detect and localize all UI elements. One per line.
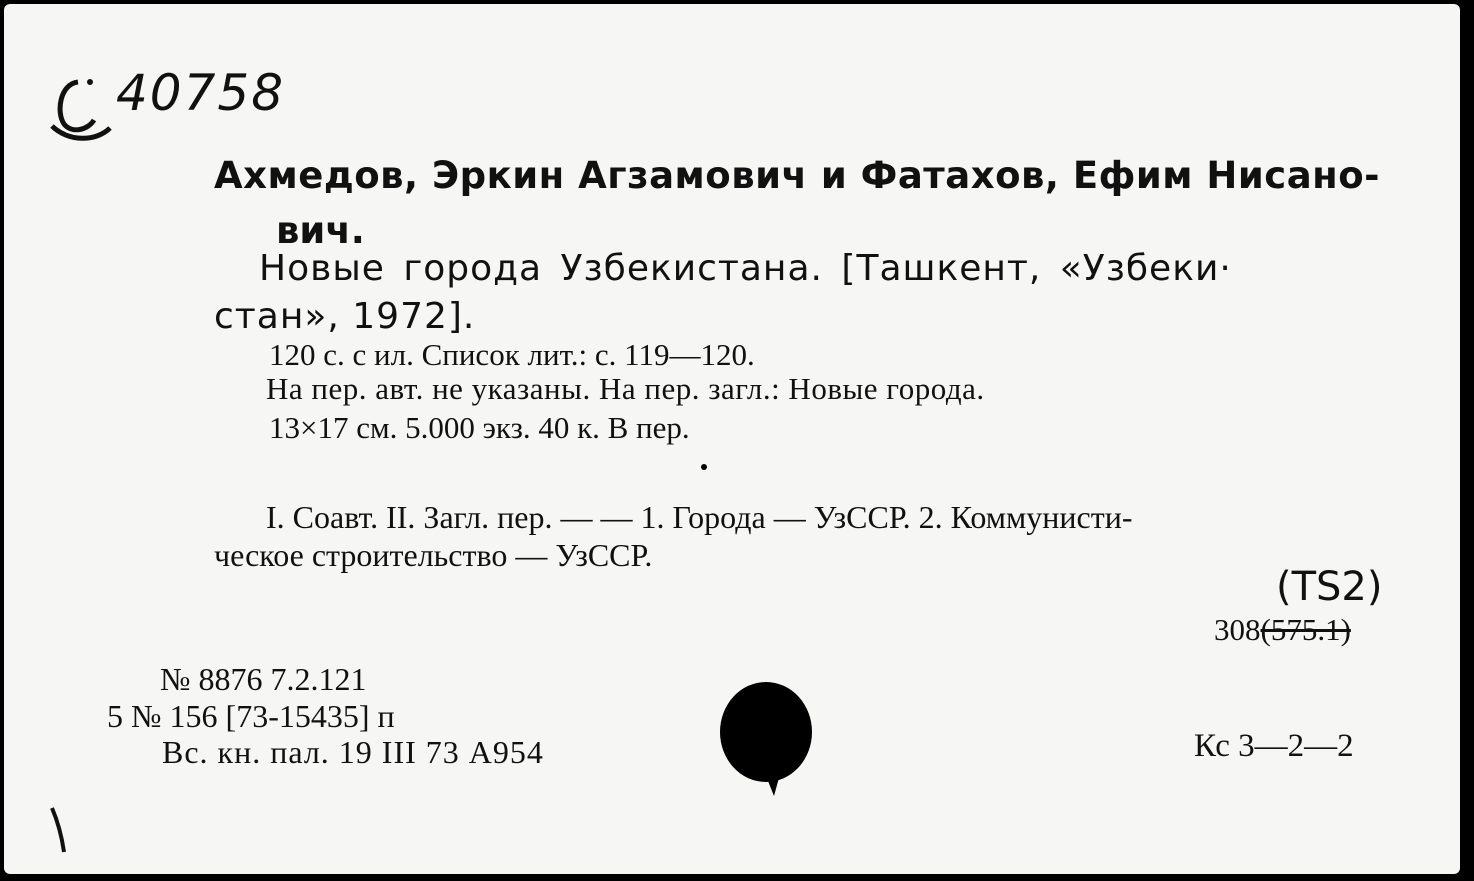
title-line-1: Новые города Узбекистана. [Ташкент, «Узбеки·: [259, 248, 1232, 289]
title-line-2: стан», 1972].: [214, 296, 476, 337]
handwritten-stamp: (ТS2): [1276, 564, 1383, 610]
subjects-line-2: ческое строительство — УзССР.: [214, 537, 653, 573]
format-line: 13×17 см. 5.000 экз. 40 к. В пер.: [269, 410, 690, 445]
separator-dot: [701, 464, 707, 470]
udc-classification: [1214, 612, 1351, 648]
subjects-line-1: I. Соавт. II. Загл. пер. — — 1. Города — УзССР. 2. Коммунисти-: [266, 499, 1133, 535]
handwritten-mark-icon: [38, 72, 118, 148]
handwritten-stroke-icon: [44, 804, 74, 856]
registry-line-2: 5 № 156 [73-15435] п: [107, 698, 395, 734]
udc-prefix: 308: [1214, 612, 1261, 647]
punch-hole: [718, 680, 818, 798]
registry-line-1: № 8876 7.2.121: [160, 661, 367, 697]
registry-line-3: Вс. кн. пал. 19 III 73 А954: [162, 734, 544, 770]
catalog-card: [4, 4, 1460, 874]
author-line-1: Ахмедов, Эркин Агзамович и Фатахов, Ефим Нисано-: [214, 154, 1381, 197]
pages-line: 120 с. с ил. Список лит.: с. 119—120.: [269, 337, 755, 372]
udc-struck: (575.1): [1260, 612, 1351, 647]
call-number: 40758: [116, 64, 286, 122]
price-code: Кс 3—2—2: [1194, 728, 1354, 764]
author-line-2: вич.: [276, 209, 365, 252]
note-line: На пер. авт. не указаны. На пер. загл.: Новые города.: [266, 371, 985, 406]
